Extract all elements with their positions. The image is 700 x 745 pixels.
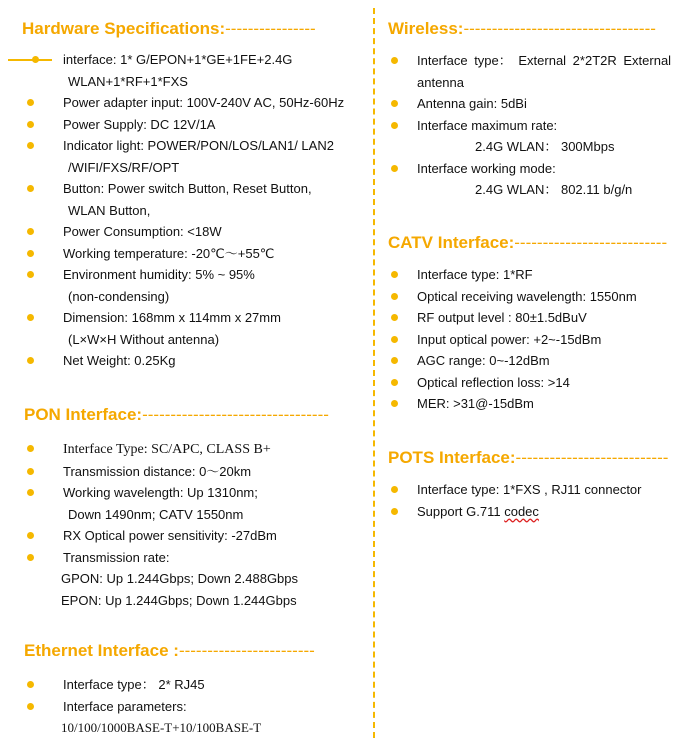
pots-list	[385, 479, 690, 522]
pots-section	[385, 447, 690, 522]
bullet-icon	[391, 379, 398, 386]
ethernet-params-value: 10/100/1000BASE-T+10/100BASE-T	[61, 720, 262, 735]
pon-item-rate: Transmission rate:	[0, 547, 370, 569]
hardware-item-weight: Net Weight: 0.25Kg	[0, 350, 370, 372]
catv-item-rf-level: RF output level : 80±1.5dBuV	[385, 307, 690, 329]
bullet-icon	[27, 681, 34, 688]
bullet-icon	[391, 57, 398, 64]
bullet-icon	[27, 99, 34, 106]
hardware-heading-text: Hardware Specifications:	[22, 19, 226, 38]
bullet-icon	[27, 489, 34, 496]
bullet-icon	[27, 357, 34, 364]
hardware-item-power-supply: Power Supply: DC 12V/1A	[0, 114, 370, 136]
bullet-icon	[27, 445, 34, 452]
bullet-icon	[391, 165, 398, 172]
pots-item-type: Interface type: 1*FXS , RJ11 connector	[385, 479, 690, 501]
pon-item-type: Interface Type: SC/APC, CLASS B+	[0, 438, 370, 461]
catv-item-agc: AGC range: 0~-12dBm	[385, 350, 690, 372]
catv-item-type: Interface type: 1*RF	[385, 264, 690, 286]
bullet-icon	[32, 56, 39, 63]
bullet-icon	[391, 100, 398, 107]
wireless-item-mode: Interface working mode: 2.4G WLAN： 802.11 b/g/n	[385, 158, 690, 201]
catv-heading	[385, 232, 690, 254]
bullet-icon	[391, 357, 398, 364]
hardware-item-adapter: Power adapter input: 100V-240V AC, 50Hz-60Hz	[0, 92, 370, 114]
wireless-item-max-rate: Interface maximum rate: 2.4G WLAN： 300Mbps	[385, 115, 690, 158]
bullet-icon	[391, 400, 398, 407]
bullet-icon	[27, 250, 34, 257]
pon-epon-rate: EPON: Up 1.244Gbps; Down 1.244Gbps	[61, 592, 297, 608]
pon-heading	[0, 404, 370, 426]
bullet-icon	[27, 554, 34, 561]
bullet-icon	[27, 703, 34, 710]
wireless-item-gain: Antenna gain: 5dBi	[385, 93, 690, 115]
catv-heading-dashes: ---------------------------	[514, 233, 668, 252]
bullet-icon	[27, 121, 34, 128]
wireless-heading-text: Wireless:	[388, 19, 464, 38]
hardware-item-consumption: Power Consumption: <18W	[0, 221, 370, 243]
pots-heading-text: POTS Interface:	[388, 448, 516, 467]
hardware-item-temperature: Working temperature: -20℃～+55℃	[0, 243, 370, 265]
ethernet-section	[0, 640, 370, 739]
hardware-section	[0, 18, 370, 372]
catv-item-input-power: Input optical power: +2~-15dBm	[385, 329, 690, 351]
wireless-heading	[385, 18, 690, 40]
bullet-icon	[391, 271, 398, 278]
pots-heading	[385, 447, 690, 469]
bullet-icon	[27, 468, 34, 475]
pots-heading-dashes: ---------------------------	[515, 448, 669, 467]
wireless-heading-dashes: ----------------------------------	[463, 19, 656, 38]
pon-gpon-rate: GPON: Up 1.244Gbps; Down 2.488Gbps	[61, 571, 299, 586]
line-bullet-icon	[8, 59, 52, 61]
pots-item-support: Support G.711 codec	[385, 501, 690, 523]
wireless-list	[385, 50, 690, 201]
catv-item-wavelength: Optical receiving wavelength: 1550nm	[385, 286, 690, 308]
hardware-item-interface: interface: 1* G/EPON+1*GE+1FE+2.4G WLAN+1*RF+1*FXS	[0, 49, 370, 92]
bullet-icon	[391, 486, 398, 493]
spellcheck-word: codec	[504, 503, 539, 519]
ethernet-list	[0, 674, 370, 717]
catv-list	[385, 264, 690, 415]
hardware-item-dimension: Dimension: 168mm x 114mm x 27mm (L×W×H Without antenna)	[0, 307, 370, 350]
bullet-icon	[391, 293, 398, 300]
ethernet-heading-text: Ethernet Interface :	[24, 641, 179, 660]
hardware-item-humidity: Environment humidity: 5% ~ 95% (non-condensing)	[0, 264, 370, 307]
pon-heading-dashes: ---------------------------------	[142, 405, 329, 424]
bullet-icon	[27, 142, 34, 149]
catv-heading-text: CATV Interface:	[388, 233, 515, 252]
bullet-icon	[27, 271, 34, 278]
pon-list	[0, 438, 370, 568]
bullet-icon	[27, 314, 34, 321]
hardware-list	[0, 49, 370, 372]
bullet-icon	[27, 185, 34, 192]
pon-heading-text: PON Interface:	[24, 405, 143, 424]
catv-section	[385, 232, 690, 415]
catv-item-reflection: Optical reflection loss: >14	[385, 372, 690, 394]
bullet-icon	[391, 122, 398, 129]
hardware-heading-dashes: ----------------	[225, 19, 316, 38]
wireless-item-type: Interface type： External 2*2T2R External antenna	[385, 50, 690, 93]
bullet-icon	[391, 314, 398, 321]
hardware-item-button: Button: Power switch Button, Reset Button, WLAN Button,	[0, 178, 370, 221]
pon-item-distance: Transmission distance: 0～20km	[0, 461, 370, 483]
pon-item-sensitivity: RX Optical power sensitivity: -27dBm	[0, 525, 370, 547]
ethernet-item-type: Interface type： 2* RJ45	[0, 674, 370, 696]
hardware-heading	[0, 18, 370, 40]
pon-item-wavelength: Working wavelength: Up 1310nm; Down 1490nm; CATV 1550nm	[0, 482, 370, 525]
catv-item-mer: MER: >31@-15dBm	[385, 393, 690, 415]
bullet-icon	[27, 228, 34, 235]
bullet-icon	[27, 532, 34, 539]
wireless-section	[385, 18, 690, 201]
ethernet-heading	[0, 640, 370, 662]
bullet-icon	[391, 336, 398, 343]
ethernet-heading-dashes: ------------------------	[178, 641, 315, 660]
pon-section	[0, 404, 370, 611]
bullet-icon	[391, 508, 398, 515]
ethernet-item-params: Interface parameters:	[0, 696, 370, 718]
hardware-item-indicator: Indicator light: POWER/PON/LOS/LAN1/ LAN2 /WIFI/FXS/RF/OPT	[0, 135, 370, 178]
column-divider	[373, 8, 375, 738]
